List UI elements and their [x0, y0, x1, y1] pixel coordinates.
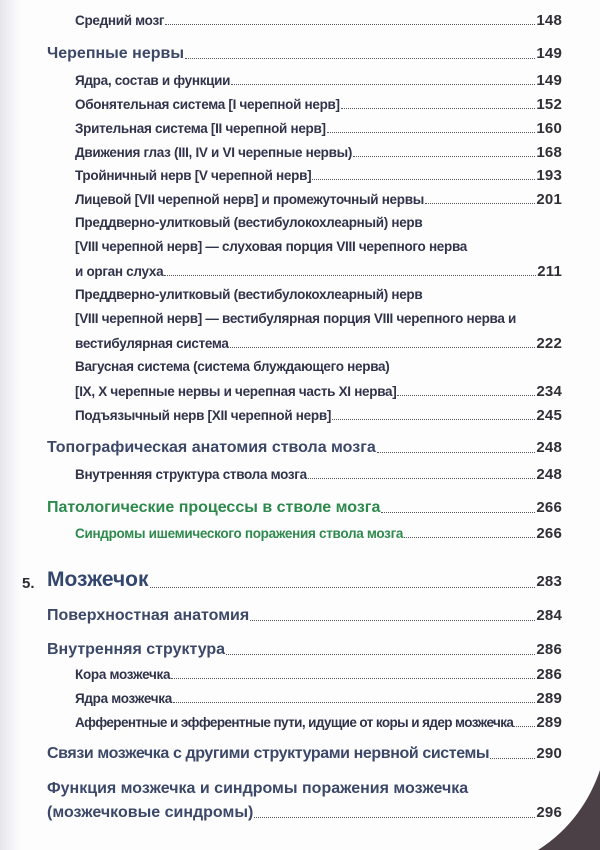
toc-entry-cerebellar-cortex[interactable] [75, 666, 562, 683]
dot-leader [381, 512, 535, 513]
dot-leader [377, 452, 536, 453]
toc-page-number: 245 [536, 407, 562, 424]
toc-page-number: 266 [536, 525, 562, 542]
toc-section-internal-structure[interactable] [47, 641, 562, 659]
toc-entry-label: Связи мозжечка с другими структурами нервной системы [47, 745, 490, 762]
toc-page-number: 211 [537, 263, 562, 280]
toc-entry-label: Ядра, состав и функции [75, 73, 231, 88]
toc-entry-label: Обонятельная система [I черепной нерв] [75, 97, 340, 112]
page-edge-shadow [0, 0, 22, 850]
toc-entry-label: Топографическая анатомия ствола мозга [47, 439, 376, 456]
toc-page-number: 149 [536, 72, 562, 89]
toc-entry-eye-movements[interactable] [75, 144, 562, 161]
toc-entry-label: Черепные нервы [47, 45, 184, 62]
toc-page-number: 289 [536, 714, 562, 731]
toc-entry-afferent-efferent[interactable] [75, 714, 562, 731]
toc-entry-label: Патологические процессы в стволе мозга [47, 499, 381, 516]
toc-entry-internal-structure-brainstem[interactable] [75, 466, 562, 483]
dot-leader [341, 108, 536, 109]
page-corner-shadow [530, 770, 600, 850]
dot-leader [150, 587, 536, 588]
toc-entry-midbrain[interactable] [75, 12, 562, 29]
toc-entry-nuclei[interactable] [75, 72, 562, 89]
toc-page-number: 248 [536, 439, 562, 456]
toc-entry-label: Ядра мозжечка [75, 691, 172, 706]
dot-leader [327, 132, 536, 133]
dot-leader [425, 203, 535, 204]
dot-leader [165, 24, 535, 25]
toc-entry-label: Внутренняя структура [47, 641, 226, 658]
toc-section-function-line1[interactable]: Функция мозжечка и синдромы поражения мозжечка [47, 780, 469, 797]
toc-entry-label: Движения глаз (III, IV и VI черепные нервы) [75, 145, 353, 160]
toc-entry-cerebellar-nuclei[interactable] [75, 690, 562, 707]
dot-leader [353, 156, 535, 157]
toc-entry-label: Синдромы ишемического поражения ствола мозга [75, 526, 404, 541]
chapter-number: 5. [22, 575, 35, 592]
toc-page-number: 286 [536, 641, 562, 658]
toc-page-number: 193 [536, 167, 562, 184]
toc-entry-vestibular-line1[interactable]: Преддверно-улитковый (вестибулокохлеарный) нерв [75, 287, 423, 302]
dot-leader [171, 678, 535, 679]
toc-entry-label: (мозжечковые синдромы) [47, 804, 254, 821]
toc-entry-label: вестибулярная система [75, 336, 229, 351]
toc-entry-hypoglossal[interactable] [75, 407, 562, 424]
toc-entry-label: Подъязычный нерв [XII черепной нерв] [75, 408, 332, 423]
toc-page-number: 286 [536, 666, 562, 683]
toc-entry-auditory-line2[interactable]: [VIII черепной нерв] — слуховая порция VIII черепного нерва [75, 239, 467, 254]
dot-leader [397, 395, 535, 396]
toc-page-number: 222 [536, 335, 562, 352]
dot-leader [312, 179, 535, 180]
dot-leader [185, 58, 535, 59]
toc-section-topographic-anatomy[interactable] [47, 439, 562, 457]
toc-section-connections[interactable] [47, 745, 562, 763]
toc-section-surface-anatomy[interactable] [47, 607, 562, 625]
toc-entry-label: [IX, X черепные нервы и черепная часть XI нерва] [75, 384, 397, 399]
toc-entry-trigeminal[interactable] [75, 167, 562, 184]
toc-entry-label: и орган слуха [75, 264, 164, 279]
toc-page-number: 296 [536, 804, 562, 821]
dot-leader [230, 347, 536, 348]
dot-leader [164, 275, 536, 276]
toc-entry-label: Афферентные и эфферентные пути, идущие от коры и ядер мозжечка [75, 715, 514, 730]
toc-page-number: 149 [536, 45, 562, 62]
dot-leader [490, 758, 535, 759]
dot-leader [173, 702, 535, 703]
toc-page-number: 234 [536, 383, 562, 400]
toc-entry-label: Кора мозжечка [75, 667, 171, 682]
toc-entry-label: Внутренняя структура ствола мозга [75, 467, 307, 482]
toc-entry-auditory[interactable] [75, 263, 562, 280]
toc-section-pathology[interactable] [47, 499, 562, 517]
toc-entry-label: Средний мозг [75, 13, 165, 28]
toc-page-number: 148 [536, 12, 562, 29]
toc-entry-vagus-line1[interactable]: Вагусная система (система блуждающего нерва) [75, 359, 390, 374]
toc-page-number: 284 [536, 607, 562, 624]
toc-entry-facial[interactable] [75, 191, 562, 208]
toc-entry-ischemic-syndromes[interactable] [75, 525, 562, 542]
toc-entry-label: Лицевой [VII черепной нерв] и промежуточный нервы [75, 192, 424, 207]
toc-entry-label: Тройничный нерв [V черепной нерв] [75, 168, 312, 183]
dot-leader [226, 654, 535, 655]
toc-page-number: 289 [536, 690, 562, 707]
toc-entry-visual[interactable] [75, 120, 562, 137]
dot-leader [332, 419, 535, 420]
toc-page-number: 152 [536, 96, 562, 113]
toc-entry-vagus[interactable] [75, 383, 562, 400]
toc-page-number: 248 [536, 466, 562, 483]
dot-leader [514, 726, 535, 727]
toc-page-number: 290 [536, 745, 562, 762]
toc-page-number: 266 [536, 499, 562, 516]
toc-entry-olfactory[interactable] [75, 96, 562, 113]
toc-page-number: 168 [536, 144, 562, 161]
dot-leader [250, 620, 535, 621]
toc-entry-label: Поверхностная анатомия [47, 607, 250, 624]
dot-leader [308, 478, 536, 479]
toc-entry-label: Зрительная система [II черепной нерв] [75, 121, 326, 136]
toc-section-cranial-nerves[interactable] [47, 45, 562, 63]
toc-page-number: 283 [536, 573, 562, 590]
chapter-title: Мозжечок [47, 568, 149, 591]
toc-entry-auditory-line1[interactable]: Преддверно-улитковый (вестибулокохлеарный) нерв [75, 215, 423, 230]
dot-leader [231, 84, 535, 85]
toc-page-number: 160 [536, 120, 562, 137]
dot-leader [404, 537, 535, 538]
toc-entry-vestibular-line2[interactable]: [VIII черепной нерв] — вестибулярная порция VIII черепного нерва и [75, 311, 517, 326]
dot-leader [254, 817, 535, 818]
toc-section-function[interactable] [47, 804, 562, 822]
toc-page-number: 201 [536, 191, 562, 208]
toc-entry-vestibular[interactable] [75, 335, 562, 352]
toc-chapter-cerebellum[interactable] [47, 568, 562, 592]
